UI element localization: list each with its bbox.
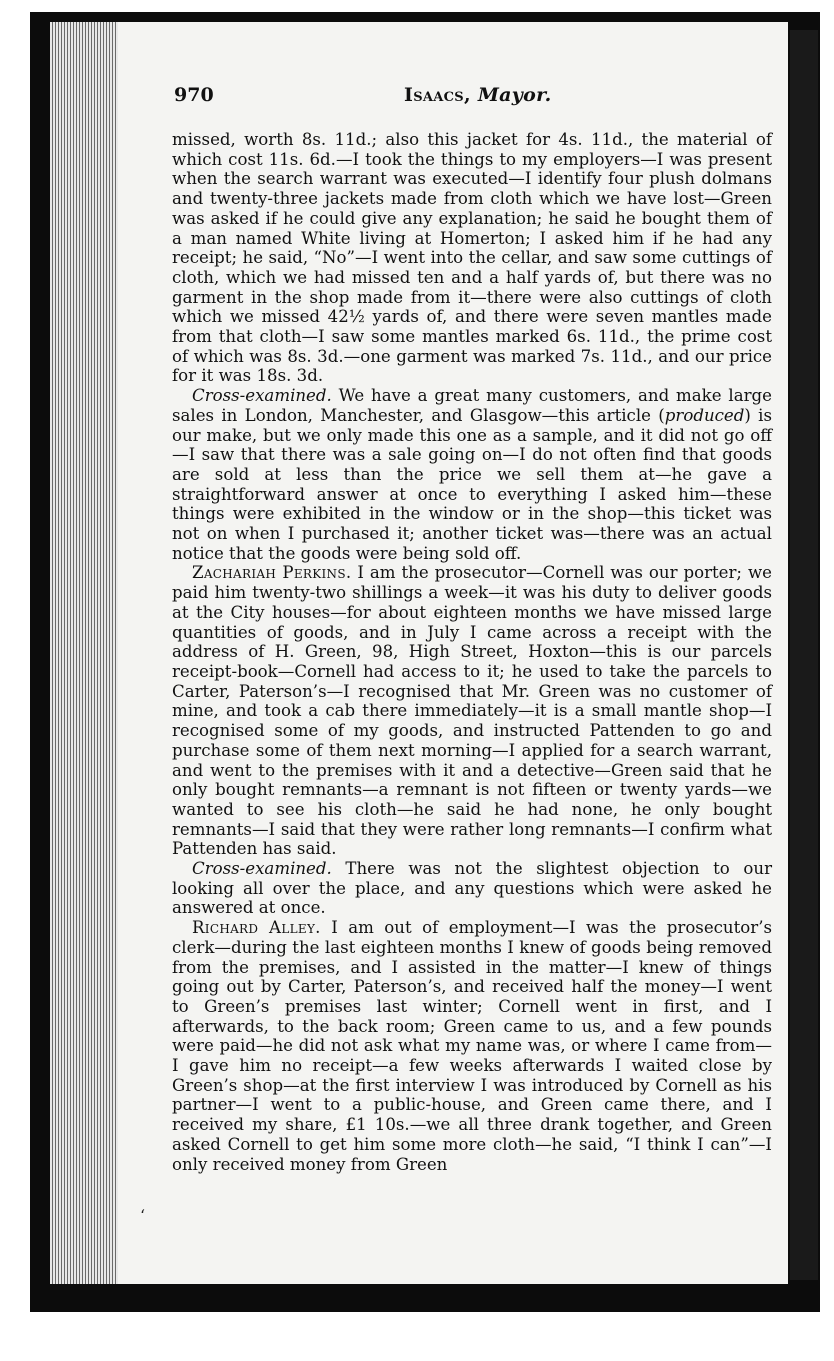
page-number: 970 [174, 84, 214, 106]
paragraph-2-text-a: We have a great many customers, and make large sales in London, Manchester, and Glasgow—this article ( [172, 386, 772, 425]
paragraph-2 [172, 386, 772, 563]
book-page [118, 22, 788, 1284]
paragraph-5 [172, 918, 772, 1174]
paragraph-3-text: I am the prosecutor—Cornell was our porter; we paid him twenty-two shillings a week—it was his duty to deliver goods at the City houses—for about eighteen months we have missed large quantities of goods, and in July I came across a receipt with the address of H. Green, 98, High Street, Hoxton—this is our parcels receipt-book—Cornell had access to it; he used to take the parcels to Carter, Paterson’s—I recognised that Mr. Green was no customer of mine, and took a cab there immediately—it is a small mantle shop—I recognised some of my goods, and instructed Pattenden to go and purchase some of them next morning—I applied for a search warrant, and went to the premises with it and a detective—Green said that he only bought remnants—a remnant is not fifteen or twenty yards—we wanted to see his cloth—he said he had none, he only bought remnants—I said that they were rather long remnants—I confirm what Pattenden has said. [172, 563, 772, 859]
produced-label: produced [664, 405, 745, 425]
running-head-title: Mayor. [477, 84, 552, 106]
cross-examined-label-2: Cross-examined. [192, 859, 332, 879]
speaker-zachariah-perkins: Zachariah Perkins. [192, 563, 352, 583]
speaker-richard-alley: Richard Alley. [192, 918, 321, 938]
paragraph-3 [172, 563, 772, 859]
body-text [172, 130, 772, 1174]
paragraph-5-text: I am out of employment—I was the prosecutor’s clerk—during the last eighteen months I knew of goods being removed from the premises, and I assisted in the matter—I knew of things going out by Carter, Paterson’s, and received half the money—I went to Green’s premises last winter; Cornell went in first, and I afterwards, to the back room; Green came to us, and a few pounds were paid—he did not ask what my name was, or where I came from—I gave him no receipt—a few weeks afterwards I waited close by Green’s shop—at the first interview I was introduced by Cornell as his partner—I went to a public-house, and Green came there, and I received my share, £1 10s.—we all three drank together, and Green asked Cornell to get him some more cloth—he said, “I think I can”—I only received money from Green [172, 918, 773, 1174]
page-header [174, 84, 774, 110]
paragraph-4-text: There was not the slightest objection to our looking all over the place, and any questions which were asked he answered at once. [172, 859, 772, 918]
book-page-edges [50, 22, 120, 1284]
book-spine-shadow [790, 30, 818, 1280]
paragraph-1-text: missed, worth 8s. 11d.; also this jacket for 4s. 11d., the material of which cost 11s. 6d.—I took the things to my employers—I was present when the search warrant was executed—I identify four plush dolmans and twenty-three jackets made from cloth which we have lost—Green was asked if he could give any explanation; he said he bought them of a man named White living at Homerton; I asked him if he had any receipt; he said, “No”—I went into the cellar, and saw some cuttings of cloth, which we had missed ten and a half yards of, but there was no garment in the shop made from it—there were also cuttings of cloth which we missed 42½ yards of, and there were seven mantles made from that cloth—I saw some mantles marked 6s. 11d., the prime cost of which was 8s. 3d.—one garment was marked 7s. 11d., and our price for it was 18s. 3d. [172, 130, 772, 386]
paragraph-4 [172, 859, 772, 918]
footer-mark: ‘ [140, 1206, 146, 1225]
paragraph-2-text-b: ) is our make, but we only made this one as a sample, and it did not go off—I saw that there was a sale going on—I do not often find that goods are sold at less than the price we sell them at—he gave a straightforward answer at once to everything I asked him—these things were exhibited in the window or in the shop—this ticket was not on when I purchased it; another ticket was—there was an actual notice that the goods were being sold off. [172, 405, 772, 563]
paragraph-1 [172, 130, 772, 386]
cross-examined-label: Cross-examined. [192, 386, 332, 406]
running-head-name: Isaacs, [404, 84, 478, 106]
running-head [404, 84, 552, 106]
